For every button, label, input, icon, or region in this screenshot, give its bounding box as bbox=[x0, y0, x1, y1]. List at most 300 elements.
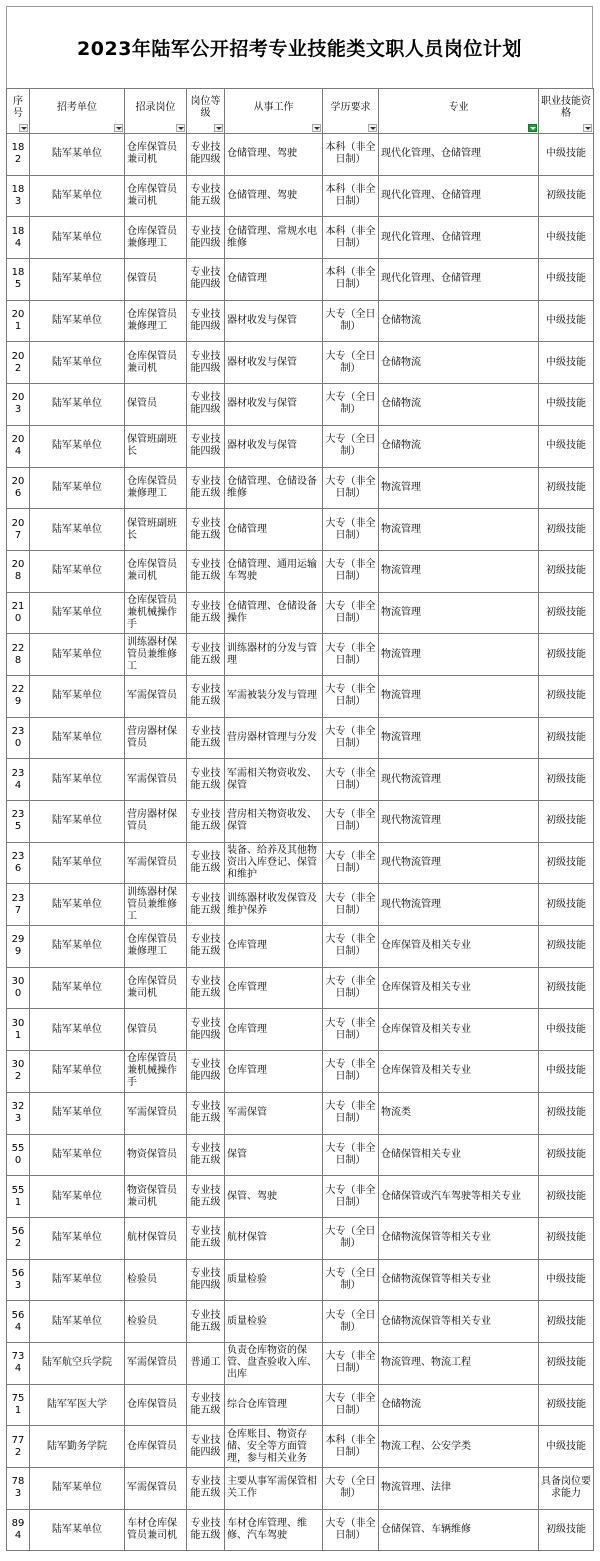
cell-position[interactable]: 航材保管员 bbox=[125, 1217, 187, 1259]
cell-education[interactable]: 大专（全日制） bbox=[323, 300, 379, 342]
cell-major[interactable]: 仓储物流 bbox=[379, 384, 539, 426]
cell-unit[interactable]: 陆军军医大学 bbox=[30, 1384, 125, 1426]
cell-unit[interactable]: 陆军某单位 bbox=[30, 1134, 125, 1176]
cell-education[interactable]: 大专（非全日制） bbox=[323, 759, 379, 801]
column-header[interactable]: 序号 bbox=[7, 89, 30, 134]
cell-grade[interactable]: 专业技能四级 bbox=[187, 1426, 225, 1468]
cell-position[interactable]: 军需保管员 bbox=[125, 675, 187, 717]
cell-grade[interactable]: 普通工 bbox=[187, 1342, 225, 1384]
cell-unit[interactable]: 陆军某单位 bbox=[30, 1468, 125, 1510]
cell-seq[interactable]: 207 bbox=[7, 509, 30, 551]
cell-position[interactable]: 营房器材保管员 bbox=[125, 801, 187, 843]
cell-work[interactable]: 仓储管理、常规水电维修 bbox=[225, 217, 323, 259]
cell-grade[interactable]: 专业技能五级 bbox=[187, 801, 225, 843]
column-header[interactable]: 职业技能资格 bbox=[539, 89, 594, 134]
cell-unit[interactable]: 陆军某单位 bbox=[30, 467, 125, 509]
cell-position[interactable]: 仓库保管员兼机械操作手 bbox=[125, 1051, 187, 1093]
cell-position[interactable]: 仓库保管员兼修理工 bbox=[125, 217, 187, 259]
cell-unit[interactable]: 陆军某单位 bbox=[30, 509, 125, 551]
cell-grade[interactable]: 专业技能五级 bbox=[187, 1468, 225, 1510]
cell-seq[interactable]: 234 bbox=[7, 759, 30, 801]
cell-seq[interactable]: 551 bbox=[7, 1176, 30, 1218]
cell-unit[interactable]: 陆军某单位 bbox=[30, 1092, 125, 1134]
cell-unit[interactable]: 陆军某单位 bbox=[30, 842, 125, 884]
cell-work[interactable]: 营房器材管理与分发 bbox=[225, 717, 323, 759]
cell-work[interactable]: 仓库管理 bbox=[225, 967, 323, 1009]
table-row bbox=[7, 1342, 594, 1384]
cell-unit[interactable]: 陆军某单位 bbox=[30, 759, 125, 801]
cell-qualification[interactable]: 具备岗位要求能力 bbox=[539, 1468, 594, 1510]
cell-work[interactable]: 仓库账目、物资存储、安全等方面管理，参与相关业务 bbox=[225, 1426, 323, 1468]
cell-work[interactable]: 仓储管理 bbox=[225, 509, 323, 551]
cell-qualification[interactable]: 初级技能 bbox=[539, 1342, 594, 1384]
cell-work[interactable]: 负责仓库物资的保管、盘查验收入库、出库 bbox=[225, 1342, 323, 1384]
cell-major[interactable]: 物流管理 bbox=[379, 717, 539, 759]
cell-seq[interactable]: 203 bbox=[7, 384, 30, 426]
cell-qualification[interactable]: 初级技能 bbox=[539, 967, 594, 1009]
cell-major[interactable]: 物流管理 bbox=[379, 592, 539, 634]
cell-seq[interactable]: 230 bbox=[7, 717, 30, 759]
cell-unit[interactable]: 陆军某单位 bbox=[30, 425, 125, 467]
cell-education[interactable]: 大专（全日制） bbox=[323, 342, 379, 384]
cell-education[interactable]: 大专（非全日制） bbox=[323, 1009, 379, 1051]
cell-qualification[interactable]: 初级技能 bbox=[539, 842, 594, 884]
cell-position[interactable]: 保管班副班长 bbox=[125, 509, 187, 551]
cell-work[interactable]: 器材收发与保管 bbox=[225, 384, 323, 426]
cell-education[interactable]: 大专（非全日制） bbox=[323, 1051, 379, 1093]
column-header[interactable]: 从事工作 bbox=[225, 89, 323, 134]
cell-position[interactable]: 仓库保管员 bbox=[125, 1384, 187, 1426]
cell-education[interactable]: 大专（全日制） bbox=[323, 384, 379, 426]
cell-education[interactable]: 大专（非全日制） bbox=[323, 884, 379, 926]
cell-position[interactable]: 仓库保管员兼机械操作手 bbox=[125, 592, 187, 634]
cell-grade[interactable]: 专业技能四级 bbox=[187, 1259, 225, 1301]
cell-grade[interactable]: 专业技能五级 bbox=[187, 1384, 225, 1426]
cell-position[interactable]: 训练器材保管员兼维修工 bbox=[125, 634, 187, 676]
cell-qualification[interactable]: 初级技能 bbox=[539, 1509, 594, 1551]
cell-major[interactable]: 现代物流管理 bbox=[379, 759, 539, 801]
column-header[interactable]: 招录岗位 bbox=[125, 89, 187, 134]
cell-work[interactable]: 仓储管理、驾驶 bbox=[225, 175, 323, 217]
position-table bbox=[6, 88, 594, 1551]
cell-position[interactable]: 仓库保管员兼修理工 bbox=[125, 300, 187, 342]
cell-education[interactable]: 大专（全日制） bbox=[323, 1217, 379, 1259]
cell-major[interactable]: 物流工程、公安学类 bbox=[379, 1426, 539, 1468]
cell-major[interactable]: 现代物流管理 bbox=[379, 842, 539, 884]
cell-qualification[interactable]: 中级技能 bbox=[539, 217, 594, 259]
cell-grade[interactable]: 专业技能五级 bbox=[187, 1092, 225, 1134]
table-row bbox=[7, 342, 594, 384]
cell-work[interactable]: 仓储管理、仓储设备操作 bbox=[225, 592, 323, 634]
cell-seq[interactable]: 208 bbox=[7, 550, 30, 592]
cell-seq[interactable]: 235 bbox=[7, 801, 30, 843]
cell-position[interactable]: 仓库保管员兼修理工 bbox=[125, 926, 187, 968]
cell-seq[interactable]: 183 bbox=[7, 175, 30, 217]
cell-position[interactable]: 仓库保管员兼司机 bbox=[125, 967, 187, 1009]
cell-position[interactable]: 军需保管员 bbox=[125, 1468, 187, 1510]
cell-work[interactable]: 保管、驾驶 bbox=[225, 1176, 323, 1218]
cell-major[interactable]: 仓储物流保管等相关专业 bbox=[379, 1217, 539, 1259]
cell-grade[interactable]: 专业技能五级 bbox=[187, 675, 225, 717]
cell-qualification[interactable]: 初级技能 bbox=[539, 1301, 594, 1343]
cell-qualification[interactable]: 初级技能 bbox=[539, 634, 594, 676]
cell-unit[interactable]: 陆军某单位 bbox=[30, 926, 125, 968]
cell-seq[interactable]: 184 bbox=[7, 217, 30, 259]
cell-work[interactable]: 综合仓库管理 bbox=[225, 1384, 323, 1426]
cell-work[interactable]: 军需被装分发与管理 bbox=[225, 675, 323, 717]
cell-unit[interactable]: 陆军某单位 bbox=[30, 967, 125, 1009]
cell-qualification[interactable]: 初级技能 bbox=[539, 717, 594, 759]
cell-education[interactable]: 大专（非全日制） bbox=[323, 717, 379, 759]
cell-grade[interactable]: 专业技能四级 bbox=[187, 1051, 225, 1093]
cell-seq[interactable]: 299 bbox=[7, 926, 30, 968]
cell-seq[interactable]: 201 bbox=[7, 300, 30, 342]
filter-dropdown-icon[interactable] bbox=[312, 124, 321, 132]
cell-grade[interactable]: 专业技能四级 bbox=[187, 342, 225, 384]
cell-work[interactable]: 仓储管理、通用运输车驾驶 bbox=[225, 550, 323, 592]
table-row bbox=[7, 1384, 594, 1426]
cell-position[interactable]: 仓库保管员兼修理工 bbox=[125, 467, 187, 509]
cell-major[interactable]: 现代化管理、仓储管理 bbox=[379, 175, 539, 217]
filter-dropdown-icon[interactable] bbox=[368, 124, 377, 132]
cell-position[interactable]: 保管员 bbox=[125, 259, 187, 301]
cell-unit[interactable]: 陆军某单位 bbox=[30, 1009, 125, 1051]
cell-education[interactable]: 大专（非全日制） bbox=[323, 550, 379, 592]
cell-position[interactable]: 检验员 bbox=[125, 1259, 187, 1301]
filter-dropdown-icon[interactable] bbox=[114, 124, 123, 132]
cell-grade[interactable]: 专业技能五级 bbox=[187, 1509, 225, 1551]
cell-position[interactable]: 检验员 bbox=[125, 1301, 187, 1343]
cell-grade[interactable]: 专业技能五级 bbox=[187, 592, 225, 634]
cell-seq[interactable]: 237 bbox=[7, 884, 30, 926]
cell-education[interactable]: 大专（非全日制） bbox=[323, 592, 379, 634]
cell-work[interactable]: 航材保管 bbox=[225, 1217, 323, 1259]
cell-grade[interactable]: 专业技能四级 bbox=[187, 425, 225, 467]
cell-major[interactable]: 物流管理 bbox=[379, 634, 539, 676]
cell-unit[interactable]: 陆军某单位 bbox=[30, 634, 125, 676]
cell-education[interactable]: 大专（非全日制） bbox=[323, 801, 379, 843]
cell-position[interactable]: 保管员 bbox=[125, 1009, 187, 1051]
cell-education[interactable]: 大专（非全日制） bbox=[323, 509, 379, 551]
cell-unit[interactable]: 陆军某单位 bbox=[30, 592, 125, 634]
cell-education[interactable]: 本科（非全日制） bbox=[323, 217, 379, 259]
cell-grade[interactable]: 专业技能五级 bbox=[187, 1217, 225, 1259]
cell-grade[interactable]: 专业技能五级 bbox=[187, 967, 225, 1009]
cell-qualification[interactable]: 中级技能 bbox=[539, 1009, 594, 1051]
cell-unit[interactable]: 陆军某单位 bbox=[30, 801, 125, 843]
cell-major[interactable]: 现代物流管理 bbox=[379, 801, 539, 843]
column-header[interactable]: 学历要求 bbox=[323, 89, 379, 134]
cell-work[interactable]: 主要从事军需保管相关工作 bbox=[225, 1468, 323, 1510]
cell-education[interactable]: 本科（非全日制） bbox=[323, 1426, 379, 1468]
cell-position[interactable]: 军需保管员 bbox=[125, 1342, 187, 1384]
cell-qualification[interactable]: 初级技能 bbox=[539, 759, 594, 801]
cell-work[interactable]: 训练器材的分发与管理 bbox=[225, 634, 323, 676]
cell-work[interactable]: 车材仓库管理、维修、汽车驾驶 bbox=[225, 1509, 323, 1551]
cell-seq[interactable]: 300 bbox=[7, 967, 30, 1009]
cell-position[interactable]: 仓库保管员兼司机 bbox=[125, 342, 187, 384]
table-row bbox=[7, 550, 594, 592]
cell-grade[interactable]: 专业技能五级 bbox=[187, 717, 225, 759]
cell-major[interactable]: 仓库保管及相关专业 bbox=[379, 967, 539, 1009]
cell-qualification[interactable]: 中级技能 bbox=[539, 1259, 594, 1301]
cell-work[interactable]: 军需保管 bbox=[225, 1092, 323, 1134]
cell-major[interactable]: 仓储物流保管等相关专业 bbox=[379, 1259, 539, 1301]
cell-qualification[interactable]: 初级技能 bbox=[539, 1217, 594, 1259]
cell-qualification[interactable]: 中级技能 bbox=[539, 259, 594, 301]
cell-major[interactable]: 仓储物流 bbox=[379, 1384, 539, 1426]
cell-unit[interactable]: 陆军某单位 bbox=[30, 675, 125, 717]
cell-unit[interactable]: 陆军某单位 bbox=[30, 342, 125, 384]
cell-qualification[interactable]: 初级技能 bbox=[539, 1384, 594, 1426]
cell-unit[interactable]: 陆军某单位 bbox=[30, 259, 125, 301]
cell-work[interactable]: 仓储管理 bbox=[225, 259, 323, 301]
table-row bbox=[7, 175, 594, 217]
cell-education[interactable]: 大专（非全日制） bbox=[323, 926, 379, 968]
cell-seq[interactable]: 228 bbox=[7, 634, 30, 676]
cell-work[interactable]: 质量检验 bbox=[225, 1301, 323, 1343]
cell-seq[interactable]: 302 bbox=[7, 1051, 30, 1093]
cell-major[interactable]: 仓储保管、车辆维修 bbox=[379, 1509, 539, 1551]
cell-position[interactable]: 物资保管员 bbox=[125, 1134, 187, 1176]
cell-work[interactable]: 器材收发与保管 bbox=[225, 300, 323, 342]
cell-grade[interactable]: 专业技能五级 bbox=[187, 926, 225, 968]
cell-seq[interactable]: 772 bbox=[7, 1426, 30, 1468]
column-header[interactable]: 招考单位 bbox=[30, 89, 125, 134]
cell-unit[interactable]: 陆军某单位 bbox=[30, 1509, 125, 1551]
cell-seq[interactable]: 894 bbox=[7, 1509, 30, 1551]
cell-qualification[interactable]: 初级技能 bbox=[539, 592, 594, 634]
cell-education[interactable]: 大专（非全日制） bbox=[323, 1509, 379, 1551]
cell-major[interactable]: 仓库保管及相关专业 bbox=[379, 1051, 539, 1093]
cell-seq[interactable]: 563 bbox=[7, 1259, 30, 1301]
cell-grade[interactable]: 专业技能四级 bbox=[187, 1009, 225, 1051]
cell-seq[interactable]: 323 bbox=[7, 1092, 30, 1134]
cell-work[interactable]: 军需相关物资收发、保管 bbox=[225, 759, 323, 801]
cell-position[interactable]: 仓库保管员兼司机 bbox=[125, 175, 187, 217]
cell-qualification[interactable]: 中级技能 bbox=[539, 425, 594, 467]
cell-education[interactable]: 大专（非全日制） bbox=[323, 1342, 379, 1384]
cell-work[interactable]: 器材收发与保管 bbox=[225, 342, 323, 384]
cell-education[interactable]: 大专（非全日制） bbox=[323, 1384, 379, 1426]
cell-major[interactable]: 仓储物流保管等相关专业 bbox=[379, 1301, 539, 1343]
cell-major[interactable]: 现代化管理、仓储管理 bbox=[379, 217, 539, 259]
cell-grade[interactable]: 专业技能五级 bbox=[187, 842, 225, 884]
cell-qualification[interactable]: 初级技能 bbox=[539, 175, 594, 217]
cell-qualification[interactable]: 中级技能 bbox=[539, 1426, 594, 1468]
cell-major[interactable]: 物流类 bbox=[379, 1092, 539, 1134]
cell-qualification[interactable]: 中级技能 bbox=[539, 384, 594, 426]
cell-education[interactable]: 大专（非全日制） bbox=[323, 1176, 379, 1218]
cell-position[interactable]: 车材仓库保管员兼司机 bbox=[125, 1509, 187, 1551]
cell-major[interactable]: 物流管理 bbox=[379, 550, 539, 592]
cell-grade[interactable]: 专业技能五级 bbox=[187, 1176, 225, 1218]
filter-dropdown-icon[interactable] bbox=[214, 124, 223, 132]
cell-grade[interactable]: 专业技能四级 bbox=[187, 259, 225, 301]
cell-grade[interactable]: 专业技能四级 bbox=[187, 300, 225, 342]
cell-work[interactable]: 营房相关物资收发、保管 bbox=[225, 801, 323, 843]
cell-grade[interactable]: 专业技能五级 bbox=[187, 550, 225, 592]
cell-major[interactable]: 现代物流管理 bbox=[379, 884, 539, 926]
cell-education[interactable]: 大专（非全日制） bbox=[323, 675, 379, 717]
cell-seq[interactable]: 734 bbox=[7, 1342, 30, 1384]
cell-major[interactable]: 现代化管理、仓储管理 bbox=[379, 259, 539, 301]
cell-qualification[interactable]: 初级技能 bbox=[539, 1092, 594, 1134]
cell-education[interactable]: 大专（非全日制） bbox=[323, 967, 379, 1009]
cell-unit[interactable]: 陆军勤务学院 bbox=[30, 1426, 125, 1468]
filter-dropdown-icon[interactable] bbox=[19, 124, 28, 132]
cell-grade[interactable]: 专业技能四级 bbox=[187, 384, 225, 426]
cell-unit[interactable]: 陆军某单位 bbox=[30, 1176, 125, 1218]
table-row bbox=[7, 717, 594, 759]
cell-major[interactable]: 仓储保管或汽车驾驶等相关专业 bbox=[379, 1176, 539, 1218]
cell-work[interactable]: 仓库管理 bbox=[225, 1051, 323, 1093]
cell-seq[interactable]: 206 bbox=[7, 467, 30, 509]
filter-dropdown-icon[interactable] bbox=[176, 124, 185, 132]
cell-work[interactable]: 仓储管理、仓储设备维修 bbox=[225, 467, 323, 509]
cell-education[interactable]: 大专（全日制） bbox=[323, 1301, 379, 1343]
cell-education[interactable]: 大专（全日制） bbox=[323, 425, 379, 467]
cell-position[interactable]: 保管班副班长 bbox=[125, 425, 187, 467]
cell-grade[interactable]: 专业技能五级 bbox=[187, 634, 225, 676]
column-header[interactable]: 专业 bbox=[379, 89, 539, 134]
cell-major[interactable]: 仓库保管及相关专业 bbox=[379, 1009, 539, 1051]
cell-position[interactable]: 仓库保管员 bbox=[125, 1426, 187, 1468]
cell-education[interactable]: 本科（非全日制） bbox=[323, 134, 379, 176]
cell-major[interactable]: 物流管理 bbox=[379, 675, 539, 717]
cell-education[interactable]: 大专（非全日制） bbox=[323, 467, 379, 509]
cell-work[interactable]: 仓储管理、驾驶 bbox=[225, 134, 323, 176]
cell-major[interactable]: 仓库保管及相关专业 bbox=[379, 926, 539, 968]
cell-seq[interactable]: 182 bbox=[7, 134, 30, 176]
cell-qualification[interactable]: 中级技能 bbox=[539, 1051, 594, 1093]
filter-active-icon[interactable] bbox=[528, 124, 537, 132]
cell-qualification[interactable]: 中级技能 bbox=[539, 342, 594, 384]
cell-major[interactable]: 现代化管理、仓储管理 bbox=[379, 134, 539, 176]
table-row bbox=[7, 592, 594, 634]
cell-major[interactable]: 仓储保管相关专业 bbox=[379, 1134, 539, 1176]
cell-qualification[interactable]: 初级技能 bbox=[539, 1176, 594, 1218]
cell-unit[interactable]: 陆军某单位 bbox=[30, 217, 125, 259]
cell-qualification[interactable]: 初级技能 bbox=[539, 509, 594, 551]
cell-unit[interactable]: 陆军某单位 bbox=[30, 134, 125, 176]
cell-seq[interactable]: 236 bbox=[7, 842, 30, 884]
cell-seq[interactable]: 204 bbox=[7, 425, 30, 467]
cell-unit[interactable]: 陆军某单位 bbox=[30, 1051, 125, 1093]
cell-seq[interactable]: 550 bbox=[7, 1134, 30, 1176]
cell-unit[interactable]: 陆军某单位 bbox=[30, 300, 125, 342]
table-row bbox=[7, 384, 594, 426]
cell-grade[interactable]: 专业技能四级 bbox=[187, 134, 225, 176]
cell-grade[interactable]: 专业技能五级 bbox=[187, 467, 225, 509]
cell-work[interactable]: 装备、给养及其他物资出入库登记、保管和维护 bbox=[225, 842, 323, 884]
cell-position[interactable]: 军需保管员 bbox=[125, 759, 187, 801]
cell-education[interactable]: 大专（全日制） bbox=[323, 1468, 379, 1510]
cell-unit[interactable]: 陆军某单位 bbox=[30, 1301, 125, 1343]
cell-position[interactable]: 军需保管员 bbox=[125, 1092, 187, 1134]
cell-seq[interactable]: 202 bbox=[7, 342, 30, 384]
cell-unit[interactable]: 陆军某单位 bbox=[30, 884, 125, 926]
cell-position[interactable]: 训练器材保管员兼维修工 bbox=[125, 884, 187, 926]
cell-qualification[interactable]: 初级技能 bbox=[539, 926, 594, 968]
cell-education[interactable]: 本科（非全日制） bbox=[323, 259, 379, 301]
cell-unit[interactable]: 陆军某单位 bbox=[30, 1259, 125, 1301]
cell-qualification[interactable]: 中级技能 bbox=[539, 134, 594, 176]
cell-education[interactable]: 大专（非全日制） bbox=[323, 842, 379, 884]
cell-position[interactable]: 仓库保管员兼司机 bbox=[125, 550, 187, 592]
cell-unit[interactable]: 陆军某单位 bbox=[30, 384, 125, 426]
cell-seq[interactable]: 229 bbox=[7, 675, 30, 717]
cell-grade[interactable]: 专业技能五级 bbox=[187, 759, 225, 801]
cell-grade[interactable]: 专业技能五级 bbox=[187, 509, 225, 551]
cell-work[interactable]: 保管 bbox=[225, 1134, 323, 1176]
column-header[interactable]: 岗位等级 bbox=[187, 89, 225, 134]
cell-grade[interactable]: 专业技能五级 bbox=[187, 1134, 225, 1176]
cell-major[interactable]: 仓储物流 bbox=[379, 342, 539, 384]
cell-grade[interactable]: 专业技能五级 bbox=[187, 175, 225, 217]
cell-qualification[interactable]: 初级技能 bbox=[539, 550, 594, 592]
cell-seq[interactable]: 301 bbox=[7, 1009, 30, 1051]
cell-seq[interactable]: 751 bbox=[7, 1384, 30, 1426]
cell-grade[interactable]: 专业技能四级 bbox=[187, 217, 225, 259]
cell-work[interactable]: 仓库管理 bbox=[225, 1009, 323, 1051]
cell-position[interactable]: 仓库保管员兼司机 bbox=[125, 134, 187, 176]
cell-unit[interactable]: 陆军某单位 bbox=[30, 550, 125, 592]
cell-major[interactable]: 物流管理 bbox=[379, 467, 539, 509]
table-row bbox=[7, 134, 594, 176]
cell-seq[interactable]: 185 bbox=[7, 259, 30, 301]
table-row bbox=[7, 1509, 594, 1551]
cell-work[interactable]: 仓库管理 bbox=[225, 926, 323, 968]
cell-major[interactable]: 物流管理 bbox=[379, 509, 539, 551]
cell-major[interactable]: 仓储物流 bbox=[379, 425, 539, 467]
cell-qualification[interactable]: 初级技能 bbox=[539, 675, 594, 717]
cell-major[interactable]: 物流管理、物流工程 bbox=[379, 1342, 539, 1384]
cell-qualification[interactable]: 初级技能 bbox=[539, 884, 594, 926]
cell-education[interactable]: 大专（全日制） bbox=[323, 1259, 379, 1301]
table-row bbox=[7, 926, 594, 968]
cell-education[interactable]: 大专（非全日制） bbox=[323, 1092, 379, 1134]
cell-seq[interactable]: 210 bbox=[7, 592, 30, 634]
cell-major[interactable]: 物流管理、法律 bbox=[379, 1468, 539, 1510]
cell-seq[interactable]: 783 bbox=[7, 1468, 30, 1510]
cell-unit[interactable]: 陆军某单位 bbox=[30, 1217, 125, 1259]
cell-qualification[interactable]: 初级技能 bbox=[539, 1134, 594, 1176]
cell-qualification[interactable]: 中级技能 bbox=[539, 300, 594, 342]
cell-major[interactable]: 仓储物流 bbox=[379, 300, 539, 342]
cell-qualification[interactable]: 初级技能 bbox=[539, 467, 594, 509]
cell-grade[interactable]: 专业技能五级 bbox=[187, 1301, 225, 1343]
cell-unit[interactable]: 陆军某单位 bbox=[30, 717, 125, 759]
cell-grade[interactable]: 专业技能五级 bbox=[187, 884, 225, 926]
cell-position[interactable]: 物资保管员兼司机 bbox=[125, 1176, 187, 1218]
cell-qualification[interactable]: 初级技能 bbox=[539, 801, 594, 843]
cell-position[interactable]: 保管员 bbox=[125, 384, 187, 426]
cell-unit[interactable]: 陆军航空兵学院 bbox=[30, 1342, 125, 1384]
cell-education[interactable]: 大专（非全日制） bbox=[323, 634, 379, 676]
cell-position[interactable]: 军需保管员 bbox=[125, 842, 187, 884]
cell-unit[interactable]: 陆军某单位 bbox=[30, 175, 125, 217]
cell-position[interactable]: 营房器材保管员 bbox=[125, 717, 187, 759]
cell-education[interactable]: 大专（非全日制） bbox=[323, 1134, 379, 1176]
cell-work[interactable]: 质量检验 bbox=[225, 1259, 323, 1301]
cell-work[interactable]: 器材收发与保管 bbox=[225, 425, 323, 467]
cell-education[interactable]: 本科（非全日制） bbox=[323, 175, 379, 217]
cell-work[interactable]: 训练器材收发保管及维护保养 bbox=[225, 884, 323, 926]
cell-seq[interactable]: 564 bbox=[7, 1301, 30, 1343]
filter-dropdown-icon[interactable] bbox=[583, 124, 592, 132]
cell-seq[interactable]: 562 bbox=[7, 1217, 30, 1259]
